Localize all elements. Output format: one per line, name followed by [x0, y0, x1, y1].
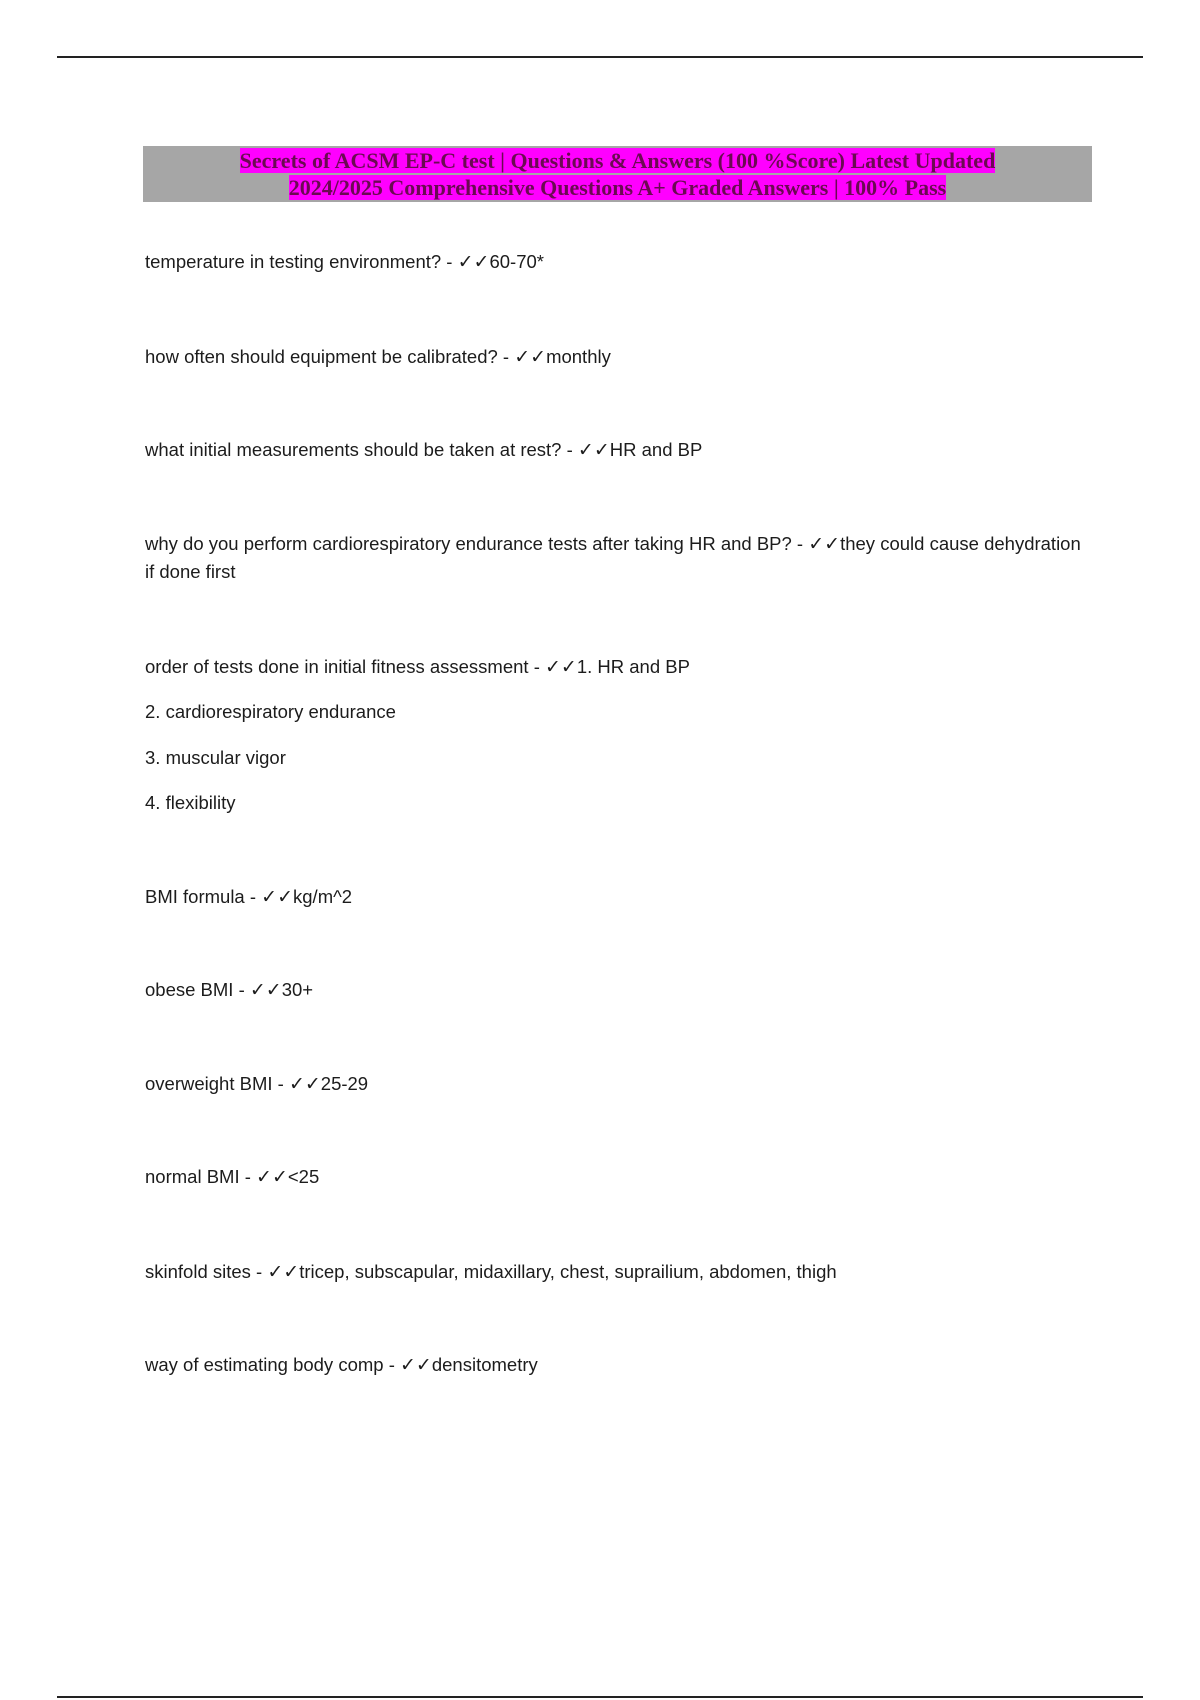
qa-item: [145, 1258, 837, 1286]
answer-text: 30+: [281, 979, 314, 1000]
qa-item: [145, 1163, 319, 1191]
answer-text: densitometry: [431, 1354, 538, 1375]
qa-item: [145, 976, 313, 1004]
double-check-icon: ✓✓: [514, 346, 547, 368]
answer-text: 60-70*: [489, 251, 544, 272]
double-check-icon: ✓✓: [545, 656, 577, 678]
qa-item: [145, 343, 611, 371]
double-check-icon: ✓✓: [577, 439, 610, 461]
qa-item: [145, 653, 690, 681]
double-check-icon: ✓✓: [400, 1354, 432, 1376]
question-text: how often should equipment be calibrated? -: [145, 346, 515, 367]
qa-item: [145, 530, 1090, 586]
question-text: what initial measurements should be taken at rest? -: [145, 439, 578, 460]
title-line-2: 2024/2025 Comprehensive Questions A+ Graded Answers | 100% Pass: [288, 175, 947, 200]
title-line-1: Secrets of ACSM EP-C test | Questions & Answers (100 %Score) Latest Updated: [239, 148, 996, 173]
list-item: 4. flexibility: [145, 792, 236, 813]
answer-text: <25: [287, 1166, 320, 1187]
qa-item: [145, 436, 702, 464]
answer-text: monthly: [546, 346, 611, 367]
question-text: overweight BMI -: [145, 1073, 289, 1094]
question-text: temperature in testing environment? -: [145, 251, 458, 272]
question-text: normal BMI -: [145, 1166, 257, 1187]
question-text: why do you perform cardiorespiratory endurance tests after taking HR and BP? -: [145, 533, 809, 554]
question-text: obese BMI -: [145, 979, 250, 1000]
question-text: way of estimating body comp -: [145, 1354, 400, 1375]
list-item: 2. cardiorespiratory endurance: [145, 701, 396, 722]
qa-item: [145, 883, 352, 911]
double-check-icon: ✓✓: [457, 251, 490, 273]
document-title: [188, 147, 1048, 201]
double-check-icon: ✓✓: [808, 533, 841, 555]
list-item: 3. muscular vigor: [145, 747, 286, 768]
top-rule: [57, 56, 1143, 58]
qa-item: [145, 1070, 368, 1098]
answer-text: they could cause dehydration if done first: [145, 533, 1081, 582]
question-text: BMI formula -: [145, 886, 262, 907]
double-check-icon: ✓✓: [249, 979, 282, 1001]
answer-text: kg/m^2: [293, 886, 353, 907]
answer-text: HR and BP: [609, 439, 703, 460]
qa-item: [145, 248, 544, 276]
double-check-icon: ✓✓: [267, 1261, 300, 1283]
answer-text: 1. HR and BP: [576, 656, 690, 677]
question-text: order of tests done in initial fitness assessment -: [145, 656, 545, 677]
question-text: skinfold sites -: [145, 1261, 268, 1282]
double-check-icon: ✓✓: [261, 886, 294, 908]
double-check-icon: ✓✓: [288, 1073, 321, 1095]
double-check-icon: ✓✓: [256, 1166, 288, 1188]
document-title-box: [143, 146, 1092, 202]
qa-item: [145, 1351, 538, 1379]
answer-text: 25-29: [320, 1073, 369, 1094]
answer-text: tricep, subscapular, midaxillary, chest, suprailium, abdomen, thigh: [299, 1261, 837, 1282]
bottom-rule: [57, 1696, 1143, 1698]
